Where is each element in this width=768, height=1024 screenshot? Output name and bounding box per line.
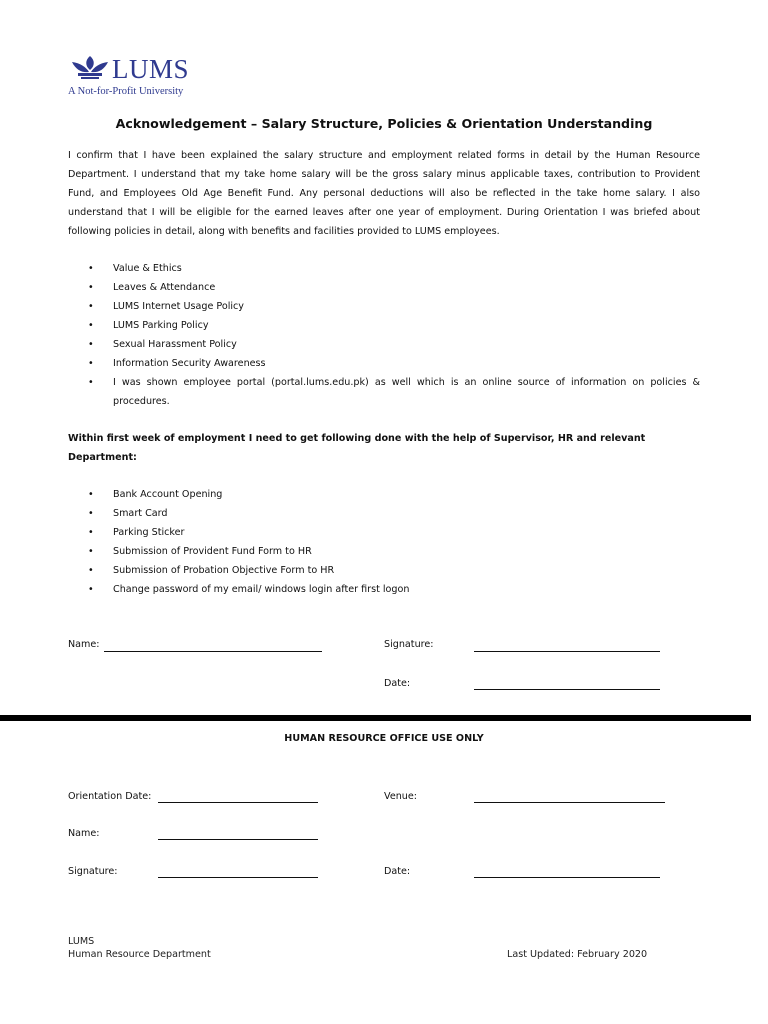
bullet: • [88, 320, 94, 331]
list-item: • LUMS Parking Policy [68, 316, 700, 335]
signature-label: Signature: [384, 639, 434, 650]
list-item: • Submission of Provident Fund Form to HR [68, 542, 700, 561]
date-label: Date: [384, 678, 411, 689]
venue-field[interactable] [474, 802, 665, 803]
list-item: • Bank Account Opening [68, 485, 700, 504]
signature-field[interactable] [474, 651, 660, 652]
name-field[interactable] [104, 651, 322, 652]
list-item: • Submission of Probation Objective Form to HR [68, 561, 700, 580]
first-week-heading: Within first week of employment I need to get following done with the help of Supervisor, HR and relevant Department: [68, 433, 646, 463]
hr-name-label: Name: [68, 828, 100, 839]
bullet: • [88, 301, 94, 312]
bullet: • [88, 546, 94, 557]
logo-tagline: A Not-for-Profit University [68, 86, 184, 97]
bullet: • [88, 527, 94, 538]
first-week-tasks-list [68, 485, 700, 599]
bullet: • [88, 565, 94, 576]
section-divider [0, 715, 751, 721]
bullet: • [88, 508, 94, 519]
document-title: Acknowledgement – Salary Structure, Policies & Orientation Understanding [115, 116, 653, 131]
intro-paragraph: I confirm that I have been explained the salary structure and employment related forms in detail by the Human Resource Department. I understand that my take home salary will be the gross salary minus applicable taxes, contribution to Provident Fund, and Employees Old Age Benefit Fund. Any personal deductions will also be reflected in the take home salary. I also understand that I will be eligible for the earned leaves after one year of employment. During Orientation I was briefed about following policies in detail, along with benefits and facilities provided to LUMS employees. [68, 150, 700, 237]
bullet: • [88, 263, 94, 274]
bullet: • [88, 489, 94, 500]
hr-section-title: HUMAN RESOURCE OFFICE USE ONLY [284, 733, 484, 744]
bullet: • [88, 584, 94, 595]
list-item: • Parking Sticker [68, 523, 700, 542]
hr-signature-label: Signature: [68, 866, 118, 877]
venue-label: Venue: [384, 791, 418, 802]
list-item: • Information Security Awareness [68, 354, 700, 373]
list-item: • Change password of my email/ windows login after first logon [68, 580, 700, 599]
bullet: • [88, 282, 94, 293]
bullet: • [88, 377, 94, 388]
list-item: • I was shown employee portal (portal.lums.edu.pk) as well which is an online source of information on policies & procedures. [68, 373, 700, 411]
date-field[interactable] [474, 689, 660, 690]
bullet: • [88, 339, 94, 350]
hr-name-field[interactable] [158, 839, 318, 840]
footer-org: LUMS [68, 936, 95, 947]
name-label: Name: [68, 639, 100, 650]
orientation-date-field[interactable] [158, 802, 318, 803]
footer-last-updated: Last Updated: February 2020 [507, 949, 648, 960]
list-item: • Smart Card [68, 504, 700, 523]
list-item: • Value & Ethics [68, 259, 700, 278]
bullet: • [88, 358, 94, 369]
policies-list [68, 259, 700, 411]
logo-wordmark: LUMS [112, 54, 190, 84]
list-item: • LUMS Internet Usage Policy [68, 297, 700, 316]
list-item: • Leaves & Attendance [68, 278, 700, 297]
hr-date-field[interactable] [474, 877, 660, 878]
list-item: • Sexual Harassment Policy [68, 335, 700, 354]
hr-signature-field[interactable] [158, 877, 318, 878]
orientation-date-label: Orientation Date: [68, 791, 152, 802]
footer-department: Human Resource Department [68, 949, 211, 960]
hr-date-label: Date: [384, 866, 411, 877]
